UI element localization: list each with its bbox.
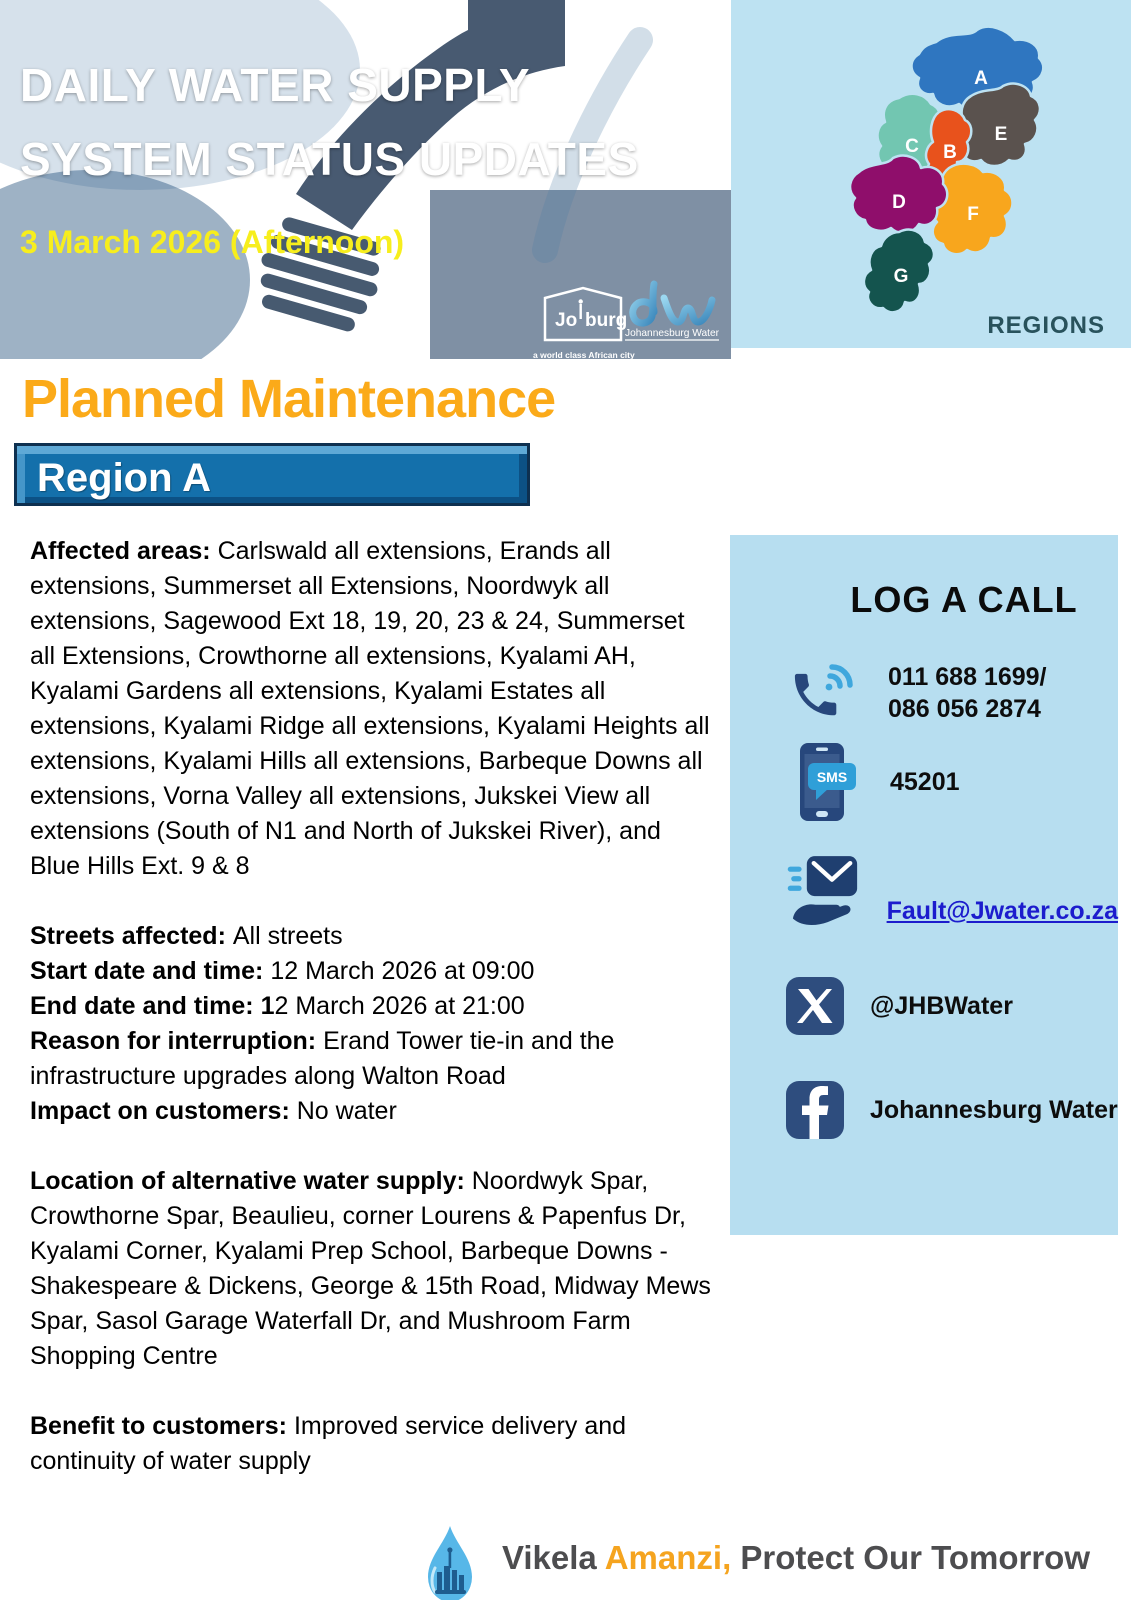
joburg-tagline: a world class African city	[533, 350, 635, 359]
footer-slogan	[502, 1539, 1090, 1577]
log-a-call-title: LOG A CALL	[850, 579, 1078, 620]
region-banner-label: Region A	[37, 456, 212, 500]
johannesburg-water-logo	[622, 278, 722, 346]
phone-number-1: 011 688 1699/	[888, 663, 1047, 691]
section-heading: Planned Maintenance	[22, 369, 556, 429]
footer	[0, 1516, 1131, 1600]
region-banner	[14, 443, 530, 506]
region-e-label: E	[994, 124, 1008, 145]
impact-line	[30, 1094, 714, 1129]
affected-areas-paragraph	[30, 534, 714, 884]
facebook-icon	[786, 1081, 844, 1139]
phone-contact-row	[786, 661, 1118, 725]
sms-contact-row	[786, 741, 1118, 823]
phone-numbers	[888, 661, 1047, 725]
regions-map-panel	[731, 0, 1131, 348]
region-b-label: B	[943, 142, 957, 163]
report-date: 3 March 2026 (Afternoon)	[20, 224, 405, 260]
water-drop-icon	[426, 1524, 474, 1600]
streets-value: All streets	[232, 922, 343, 950]
joburg-logo-text2: burg	[585, 310, 627, 331]
region-d-label: D	[892, 192, 906, 213]
end-label: End date and time: 1	[30, 992, 275, 1020]
location-value: Noordwyk Spar, Crowthorne Spar, Beaulieu, corner Lourens & Papenfus Dr, Kyalami Corner, Kyalami Prep School, Barbeque Downs - Shakespeare & Dickens, George & 15th Road, Midway Mews Spar, Sasol Garage Waterfall Dr, and Mushroom Farm Shopping Centre	[30, 1167, 711, 1370]
log-a-call-panel	[730, 535, 1118, 1235]
facebook-name: Johannesburg Water	[870, 1096, 1118, 1124]
schedule-block	[30, 919, 714, 1129]
start-line	[30, 954, 714, 989]
x-icon	[786, 977, 844, 1035]
x-social-row	[786, 977, 1118, 1035]
affected-areas-value: Carlswald all extensions, Erands all extensions, Summerset all Extensions, Noordwyk all extensions, Sagewood Ext 18, 19, 20, 23 & 24, Summerset all Extensions, Crowthorne all extensions, Kyalami AH, Kyalami Gardens all extensions, Kyalami Estates all extensions, Kyalami Ridge all extensions, Kyalami Heights all extensions, Kyalami Hills all extensions, Barbeque Downs all extensions, Vorna Valley all extensions, Jukskei View all extensions (South of N1 and North of Jukskei River), and Blue Hills Ext. 9 & 8	[30, 537, 710, 880]
x-handle: @JHBWater	[870, 992, 1013, 1020]
end-value: 2 March 2026 at 21:00	[274, 992, 525, 1020]
start-value: 12 March 2026 at 09:00	[270, 957, 535, 985]
region-g-label: G	[893, 266, 909, 287]
streets-line	[30, 919, 714, 954]
end-line	[30, 989, 714, 1024]
jw-logo-text: Johannesburg Water	[625, 327, 720, 339]
impact-value: No water	[296, 1097, 397, 1125]
regions-map	[731, 0, 1131, 348]
phone-number-2: 086 056 2874	[888, 695, 1041, 723]
impact-label: Impact on customers:	[30, 1097, 297, 1125]
joburg-logo-text1: Jo	[555, 310, 578, 331]
sms-number: 45201	[890, 768, 960, 796]
footer-slogan-part1: Vikela	[501, 1539, 605, 1576]
page-title-line2: SYSTEM STATUS UPDATES	[20, 133, 639, 185]
benefit-label: Benefit to customers:	[30, 1412, 294, 1440]
benefit-paragraph	[30, 1409, 714, 1479]
body-text	[30, 534, 714, 1514]
region-f-label: F	[967, 204, 979, 225]
streets-label: Streets affected:	[30, 922, 233, 950]
phone-icon	[786, 661, 862, 725]
region-a-label: A	[974, 68, 988, 89]
email-icon	[786, 847, 861, 933]
location-label: Location of alternative water supply:	[30, 1167, 472, 1195]
start-label: Start date and time:	[30, 957, 271, 985]
facebook-social-row	[786, 1081, 1118, 1139]
svg-text:SMS: SMS	[816, 769, 848, 785]
page-title-line1: DAILY WATER SUPPLY	[20, 59, 531, 111]
joburg-logo-icon	[539, 284, 627, 344]
footer-slogan-highlight: Amanzi,	[604, 1539, 732, 1576]
sms-icon	[786, 741, 864, 823]
reason-value: Erand Tower tie-in and the infrastructure upgrades along Walton Road	[30, 1027, 615, 1090]
alternative-supply-paragraph	[30, 1164, 714, 1374]
fault-email-link[interactable]: Fault@Jwater.co.za	[886, 897, 1118, 925]
header-hero	[0, 0, 731, 359]
fault-email[interactable]	[887, 895, 1118, 927]
reason-label: Reason for interruption:	[30, 1027, 324, 1055]
affected-areas-label: Affected areas:	[30, 537, 218, 565]
footer-slogan-part2: Protect Our Tomorrow	[731, 1539, 1090, 1576]
region-c-label: C	[905, 136, 919, 157]
benefit-value: Improved service delivery and continuity of water supply	[30, 1412, 627, 1475]
email-contact-row	[786, 847, 1118, 933]
joburg-logo	[533, 284, 633, 359]
regions-map-title: REGIONS	[987, 312, 1105, 339]
reason-line	[30, 1024, 714, 1094]
